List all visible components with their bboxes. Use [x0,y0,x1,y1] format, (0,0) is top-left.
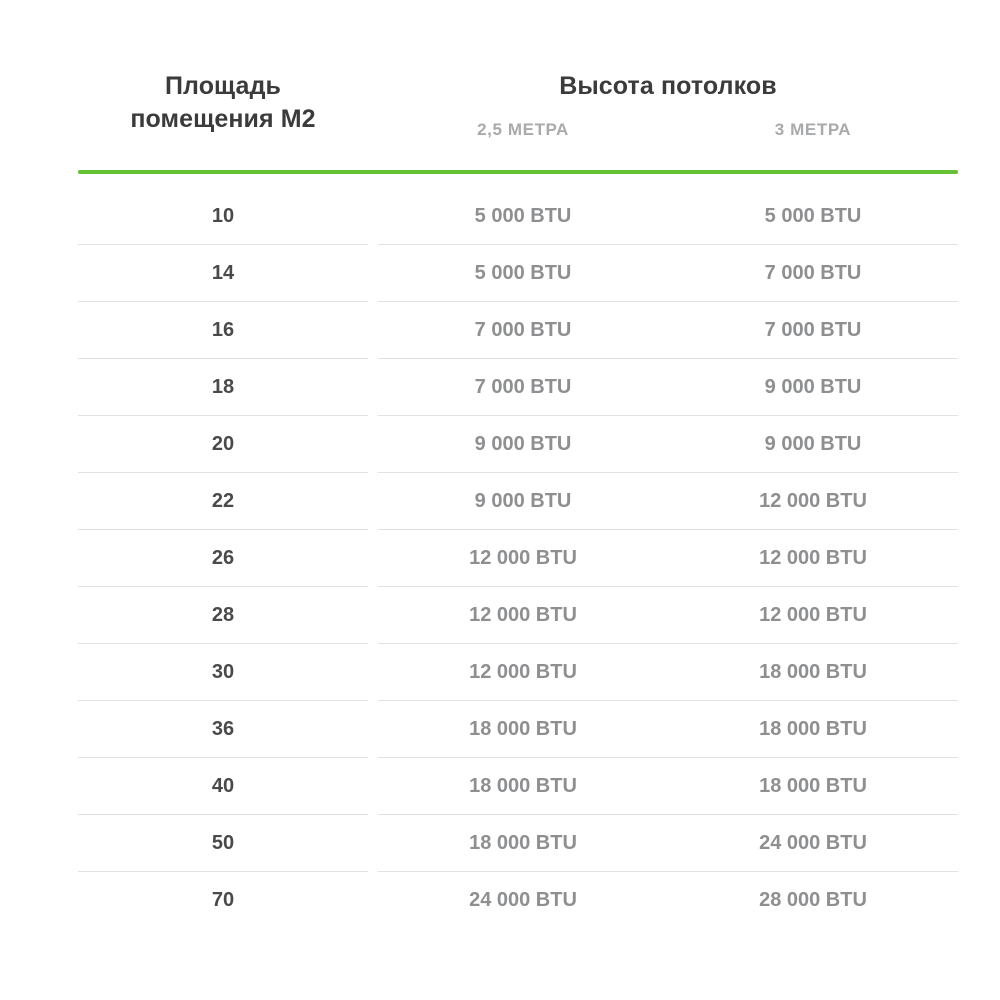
table-row [78,815,958,872]
table-row [78,473,958,530]
cell-btu-25m: 24 000 BTU [469,889,577,911]
table-row [78,359,958,416]
cell-area: 50 [211,832,235,854]
column-header-area-line-2: помещения М2 [130,105,316,133]
cell-area: 28 [211,604,235,626]
cell-area: 40 [211,775,235,797]
cell-btu-25m: 12 000 BTU [469,604,577,626]
cell-area: 14 [211,262,235,284]
cell-btu-3m: 5 000 BTU [764,205,862,227]
cell-area: 22 [211,490,235,512]
column-header-ceiling: Высота потолков [559,72,777,100]
header-accent-rule [78,170,958,174]
table-row [78,245,958,302]
cell-btu-25m: 5 000 BTU [474,205,572,227]
table-row [78,758,958,815]
cell-btu-25m: 18 000 BTU [469,832,577,854]
column-subheader-25m: 2,5 МЕТРА [477,120,569,139]
column-header-area [78,70,368,136]
cell-btu-25m: 9 000 BTU [474,490,572,512]
cell-area: 30 [211,661,235,683]
cell-btu-3m: 7 000 BTU [764,262,862,284]
table-row [78,416,958,473]
cell-btu-3m: 18 000 BTU [759,775,867,797]
cell-btu-3m: 24 000 BTU [759,832,867,854]
table-row [78,872,958,929]
table-row [78,302,958,359]
cell-btu-3m: 18 000 BTU [759,661,867,683]
table-row [78,530,958,587]
cell-btu-25m: 12 000 BTU [469,661,577,683]
btu-table [78,62,958,929]
table-body [78,188,958,929]
column-subheader-3m: 3 МЕТРА [774,120,852,139]
cell-btu-25m: 5 000 BTU [474,262,572,284]
cell-btu-3m: 9 000 BTU [764,376,862,398]
cell-area: 20 [211,433,235,455]
cell-btu-3m: 12 000 BTU [759,547,867,569]
column-header-area-line-1: Площадь [164,72,282,100]
cell-btu-25m: 7 000 BTU [474,376,572,398]
cell-btu-25m: 18 000 BTU [469,718,577,740]
cell-area: 16 [211,319,235,341]
table-row [78,188,958,245]
cell-btu-3m: 18 000 BTU [759,718,867,740]
cell-btu-25m: 7 000 BTU [474,319,572,341]
cell-btu-25m: 12 000 BTU [469,547,577,569]
cell-btu-25m: 18 000 BTU [469,775,577,797]
table-row [78,701,958,758]
cell-area: 26 [211,547,235,569]
cell-area: 18 [211,376,235,398]
cell-btu-3m: 12 000 BTU [759,490,867,512]
cell-area: 36 [211,718,235,740]
table-row [78,587,958,644]
table-row [78,644,958,701]
table-header [78,62,958,172]
cell-btu-3m: 12 000 BTU [759,604,867,626]
cell-area: 70 [211,889,235,911]
cell-btu-3m: 7 000 BTU [764,319,862,341]
cell-btu-3m: 28 000 BTU [759,889,867,911]
cell-btu-3m: 9 000 BTU [764,433,862,455]
cell-area: 10 [211,205,235,227]
cell-btu-25m: 9 000 BTU [474,433,572,455]
